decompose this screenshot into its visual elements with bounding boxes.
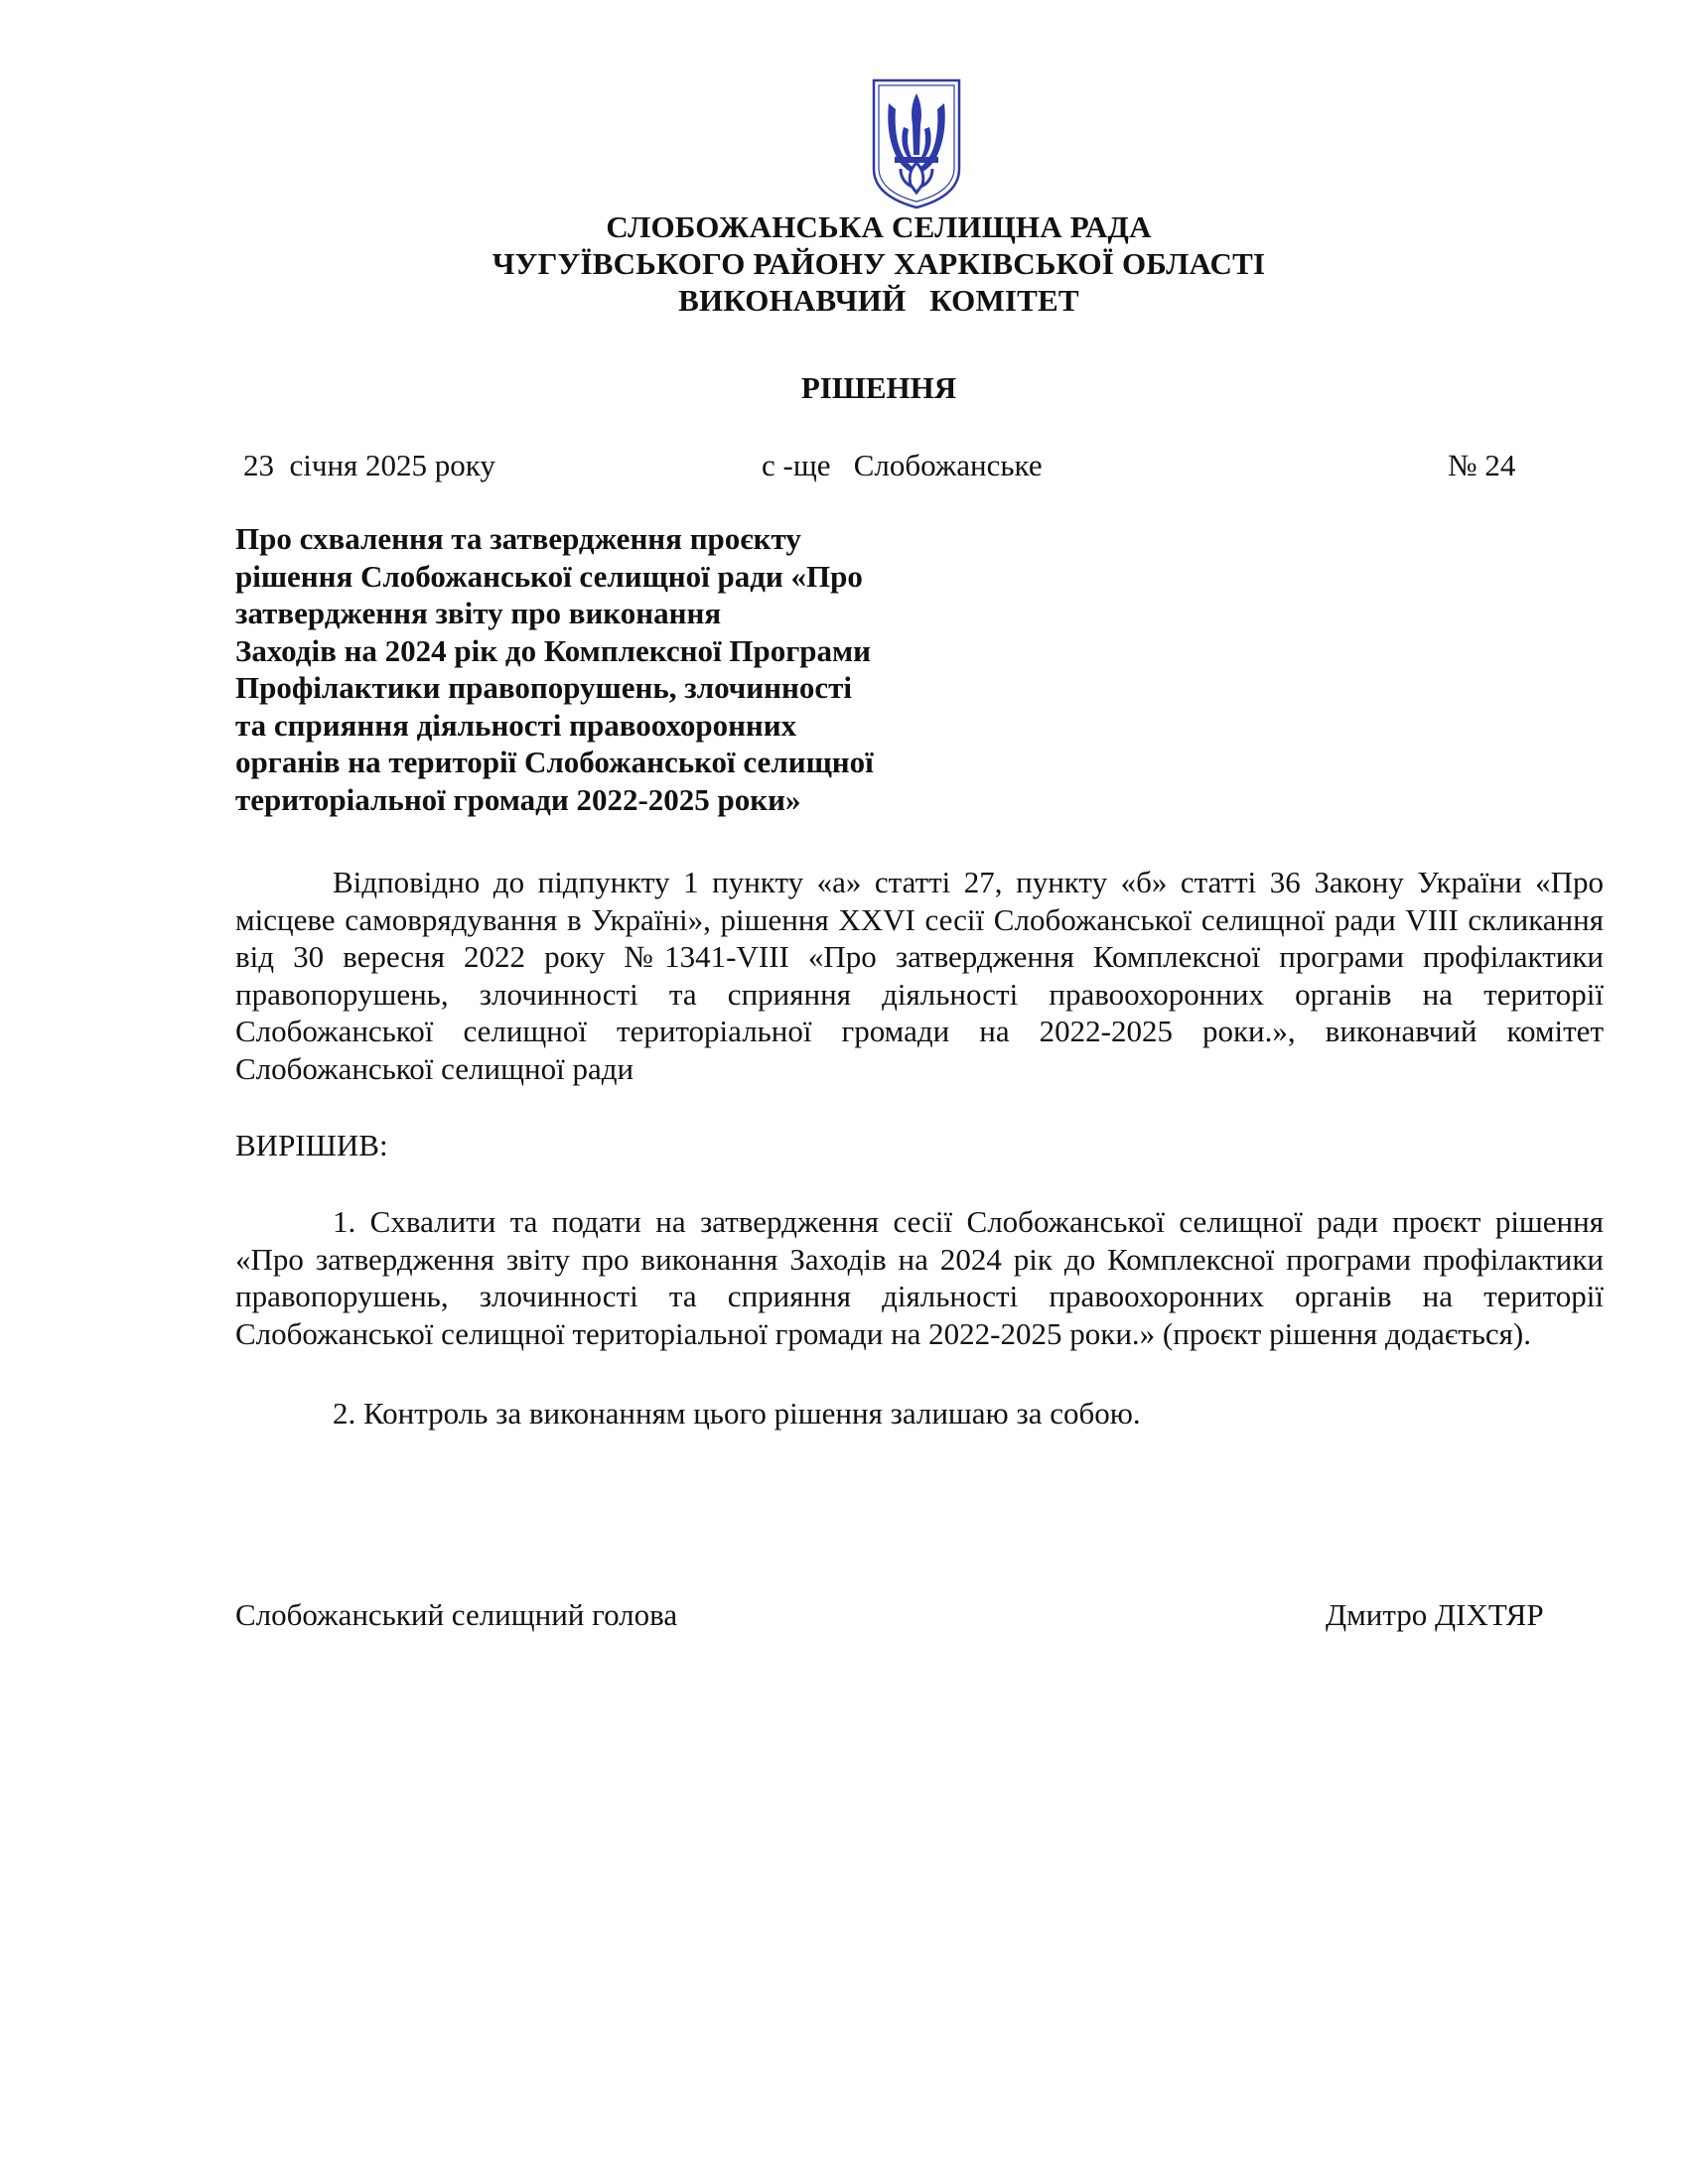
subject-line: Заходів на 2024 рік до Комплексної Програми xyxy=(235,632,872,668)
document-date: 23 січня 2025 року xyxy=(243,448,495,482)
subject-line: Профілактики правопорушень, злочинності xyxy=(235,670,852,705)
subject-line: органів на території Слобожанської селищної xyxy=(235,745,874,779)
council-body: ВИКОНАВЧИЙ КОМІТЕТ xyxy=(678,283,1079,318)
signatory-name: Дмитро ДІХТЯР xyxy=(1326,1597,1544,1632)
tryzub-coat-of-arms-icon xyxy=(871,77,962,210)
council-name: СЛОБОЖАНСЬКА СЕЛИЩНА РАДА xyxy=(606,209,1152,244)
resolution-item-2: 2. Контроль за виконанням цього рішення залишаю за собою. xyxy=(333,1396,1141,1431)
subject-line: Про схвалення та затвердження проєкту xyxy=(235,521,801,556)
subject-line: затвердження звіту про виконання xyxy=(235,596,722,630)
document-place: с -ще Слобожанське xyxy=(762,448,1043,482)
decision-subject xyxy=(235,520,990,818)
council-region: ЧУГУЇВСЬКОГО РАЙОНУ ХАРКІВСЬКОЇ ОБЛАСТІ xyxy=(492,246,1266,281)
resolve-heading: ВИРІШИВ: xyxy=(235,1128,388,1162)
resolution-item-1: 1. Схвалити та подати на затвердження сесії Слобожанської селищної ради проєкт рішення «Про затвердження звіту про виконання Заходів на 2024 рік до Комплексної програми профілактики правопорушень, злочинності та сприяння діяльності правоохоронних органів на території Слобожанської селищної територіальної громади на 2022-2025 роки.» (проєкт рішення додається). xyxy=(235,1204,1604,1351)
subject-line: рішення Слобожанської селищної ради «Про xyxy=(235,558,863,594)
subject-line: територіальної громади 2022-2025 роки» xyxy=(235,781,801,817)
signatory-position: Слобожанський селищний голова xyxy=(235,1597,678,1632)
document-title: РІШЕННЯ xyxy=(800,370,957,405)
preamble-paragraph: Відповідно до підпункту 1 пункту «а» статті 27, пункту «б» статті 36 Закону України «Про місцеве самоврядування в Україні», рішення XXVI сесії Слобожанської селищної ради VIII скликання від 30 вересня 2022 року №1341-VIII «Про затвердження Комплексної програми профілактики правопорушень, злочинності та сприяння діяльності правоохоронних органів на території Слобожанської селищної територіальної громади на 2022-2025 роки.», виконавчий комітет Слобожанської селищної ради xyxy=(235,865,1604,1086)
document-number: № 24 xyxy=(1448,448,1516,482)
council-header xyxy=(0,208,1688,319)
document-meta xyxy=(0,447,1688,486)
subject-line: та сприяння діяльності правоохоронних xyxy=(235,707,797,743)
